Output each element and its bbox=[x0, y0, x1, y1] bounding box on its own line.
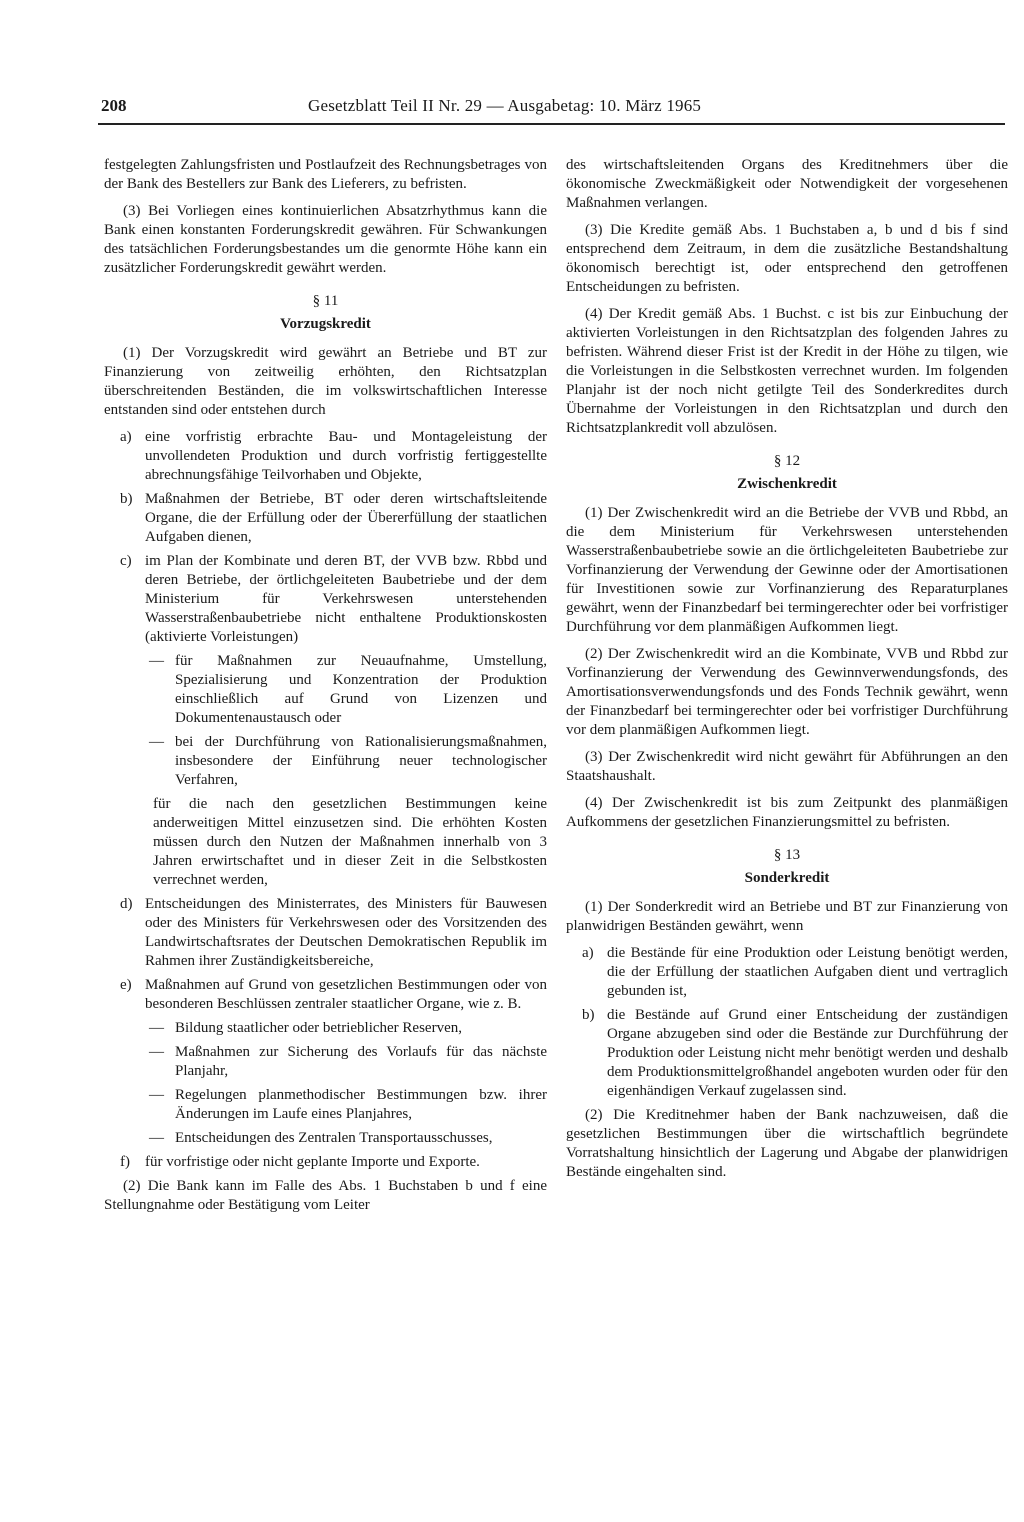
dash-item bbox=[104, 733, 547, 790]
section-title: Zwischenkredit bbox=[737, 476, 837, 492]
list-item-text: die Bestände auf Grund einer Entscheidung der zuständigen Organe abzugeben sind oder die Bestände zur Durchführung der Produktion oder Leistung nicht mehr benötigt werden und deshalb dem Produktionsmittelgroßhandel angeboten wurden oder für den eigenhändigen Verkauf zugelassen sind. bbox=[607, 1007, 1008, 1099]
list-item bbox=[104, 1153, 547, 1172]
list-item-continuation: für die nach den gesetzlichen Bestimmungen keine anderweitigen Mittel einzusetzen sind. Die erhöhten Kosten müssen durch den Nutzen der Maßnahmen innerhalb von 3 Jahren erwirtschaftet und in dieser Zeit in die Selbstkosten verrechnet werden, bbox=[153, 796, 547, 888]
list-item-text: Maßnahmen auf Grund von gesetzlichen Bestimmungen oder von besonderen Beschlüssen zentraler staatlicher Organe, wie z. B. bbox=[145, 977, 547, 1012]
dash-item-text: Regelungen planmethodischer Bestimmungen bzw. ihrer Änderungen im Laufe eines Planjahres, bbox=[175, 1087, 547, 1122]
list-item-text: Entscheidungen des Ministerrates, des Ministers für Bauwesen oder des Ministers für Verkehrswesen oder des Vorsitzenden des Landwirtschaftsrates der Deutschen Demokratischen Republik im Rahmen ihrer Zuständigkeitsbereiche, bbox=[145, 896, 547, 969]
section-number: § 13 bbox=[773, 847, 801, 863]
page-number: 208 bbox=[101, 96, 127, 115]
list-item bbox=[104, 428, 547, 485]
list-item-label: c) bbox=[120, 553, 132, 569]
dash-item bbox=[104, 1019, 547, 1038]
list-item-label: b) bbox=[120, 491, 133, 507]
list-item-text: die Bestände für eine Produktion oder Leistung benötigt werden, die der Erfüllung der staatlichen Aufgaben dient und vertraglich gebunden ist, bbox=[607, 945, 1008, 999]
paragraph: (3) Der Zwischenkredit wird nicht gewährt für Abführungen an den Staatshaushalt. bbox=[566, 749, 1008, 784]
list-item-text: im Plan der Kombinate und deren BT, der VVB bzw. Rbbd und deren Betriebe, der örtlichgeleiteten Baubetriebe und der dem Ministerium für Verkehrswesen unterstehenden Wasserstraßenbaubetriebe nicht enthaltene Produktionskosten (aktivierte Vorleistungen) bbox=[145, 553, 547, 645]
dash-mark: — bbox=[149, 1087, 164, 1103]
list-item-label: b) bbox=[582, 1007, 595, 1023]
running-title: Gesetzblatt Teil II Nr. 29 — Ausgabetag: 10. März 1965 bbox=[308, 96, 702, 115]
paragraph: (4) Der Kredit gemäß Abs. 1 Buchst. c ist bis zur Einbuchung der aktivierten Vorleistungen in den Richtsatzplan des folgenden Jahres zu befristen. Während dieser Frist ist der Kredit in der Höhe zu tilgen, wie die Vorleistungen in die Selbstkosten verrechnet wurden. Im folgenden Planjahr ist der noch nicht getilgte Teil des Sonderkredites durch Übernahme der Vorleistungen in den Richtsatzplan und durch den Richtsatzplankredit voll abzulösen. bbox=[566, 306, 1008, 436]
dash-mark: — bbox=[149, 1044, 164, 1060]
dash-item bbox=[104, 1129, 547, 1148]
list-item-text: Maßnahmen der Betriebe, BT oder deren wirtschaftsleitende Organe, die der Erfüllung oder der Übererfüllung der staatlichen Aufgaben dienen, bbox=[145, 491, 547, 545]
section-title: Vorzugskredit bbox=[280, 316, 371, 332]
list-item bbox=[104, 976, 547, 1014]
list-item-label: a) bbox=[120, 429, 132, 445]
dash-item bbox=[104, 652, 547, 728]
paragraph: (1) Der Zwischenkredit wird an die Betriebe der VVB und Rbbd, an die dem Ministerium für Verkehrswesen unterstehenden Wasserstraßenbaubetriebe sowie an die örtlichgeleiteten Baubetriebe zur Vorfinanzierung der Verwendung der Gewinne oder der Amortisationen für Investitionen sowie zur Vorfinanzierung des Reparaturplanes gewährt, wenn der Finanzbedarf bei termingerechter oder bei vorfristiger Durchführung vor dem planmäßigen Aufkommen liegt. bbox=[566, 505, 1008, 635]
list-item-label: d) bbox=[120, 896, 133, 912]
list-item-label: f) bbox=[120, 1154, 130, 1170]
right-column bbox=[566, 156, 1008, 1190]
dash-mark: — bbox=[149, 1020, 164, 1036]
dash-mark: — bbox=[149, 734, 164, 750]
paragraph: (2) Die Bank kann im Falle des Abs. 1 Buchstaben b und f eine Stellungnahme oder Bestätigung vom Leiter bbox=[104, 1178, 547, 1213]
list-item bbox=[104, 490, 547, 547]
list-item bbox=[104, 895, 547, 971]
dash-mark: — bbox=[149, 653, 164, 669]
paragraph: (2) Der Zwischenkredit wird an die Kombinate, VVB und Rbbd zur Vorfinanzierung der Verwendung des Gewinnverwendungsfonds, des Amortisationsverwendungsfonds und des Fonds Technik gewährt, wenn der Finanzbedarf bei termingerechter oder bei vorfristiger Durchführung vor dem planmäßigen Aufkommen liegt. bbox=[566, 646, 1008, 738]
dash-item-text: für Maßnahmen zur Neuaufnahme, Umstellung, Spezialisierung und Konzentration der Produktion einschließlich auf Grund von Lizenzen und Dokumentenaustausch oder bbox=[175, 653, 547, 726]
section-number: § 11 bbox=[312, 293, 339, 309]
list-item-text: eine vorfristig erbrachte Bau- und Montageleistung der unvollendeten Produktion und durch vorfristig fertiggestellte abrechnungsfähige Teilvorhaben und Objekte, bbox=[145, 429, 547, 483]
paragraph: (2) Die Kreditnehmer haben der Bank nachzuweisen, daß die gesetzlichen Bestimmungen über die wirtschaftlich begründete Vorratshaltung hinsichtlich der Lagerung und Abgabe der planwidrigen Bestände eingehalten sind. bbox=[566, 1107, 1008, 1180]
page-header bbox=[98, 96, 1005, 126]
dash-item-text: bei der Durchführung von Rationalisierungsmaßnahmen, insbesondere der Einführung neuer technologischer Verfahren, bbox=[175, 734, 547, 788]
dash-item bbox=[104, 1086, 547, 1124]
paragraph: des wirtschaftsleitenden Organs des Kreditnehmers über die ökonomische Zweckmäßigkeit oder Notwendigkeit der vorgesehenen Maßnahmen verlangen. bbox=[566, 157, 1008, 211]
list-item bbox=[104, 552, 547, 647]
list-item bbox=[566, 944, 1008, 1001]
section-title: Sonderkredit bbox=[744, 870, 830, 886]
header-rule bbox=[98, 123, 1005, 125]
paragraph: (1) Der Sonderkredit wird an Betriebe und BT zur Finanzierung von planwidrigen Beständen gewährt, wenn bbox=[566, 899, 1008, 934]
left-column bbox=[104, 156, 547, 1223]
dash-item-text: Bildung staatlicher oder betrieblicher Reserven, bbox=[175, 1020, 462, 1036]
list-item-label: a) bbox=[582, 945, 594, 961]
list-item-label: e) bbox=[120, 977, 132, 993]
dash-mark: — bbox=[149, 1130, 164, 1146]
paragraph: (3) Bei Vorliegen eines kontinuierlichen Absatzrhythmus kann die Bank einen konstanten Forderungskredit gewähren. Für Schwankungen des tatsächlichen Forderungsbestandes um die genormte Höhe kann ein zusätzlicher Forderungskredit gewährt werden. bbox=[104, 203, 547, 276]
dash-item bbox=[104, 1043, 547, 1081]
list-item-text: für vorfristige oder nicht geplante Importe und Exporte. bbox=[145, 1154, 480, 1170]
paragraph: (3) Die Kredite gemäß Abs. 1 Buchstaben a, b und d bis f sind entsprechend dem Zeitraum, in dem die zusätzliche Bestandshaltung ökonomisch berechtigt ist, oder entsprechend den getroffenen Entscheidungen zu befristen. bbox=[566, 222, 1008, 295]
dash-item-text: Maßnahmen zur Sicherung des Vorlaufs für das nächste Planjahr, bbox=[175, 1044, 547, 1079]
section-number: § 12 bbox=[773, 453, 801, 469]
dash-item-text: Entscheidungen des Zentralen Transportausschusses, bbox=[175, 1130, 493, 1146]
list-item bbox=[566, 1006, 1008, 1101]
paragraph: (4) Der Zwischenkredit ist bis zum Zeitpunkt des planmäßigen Aufkommens der gesetzlichen Finanzierungsmittel zu befristen. bbox=[566, 795, 1008, 830]
paragraph: festgelegten Zahlungsfristen und Postlaufzeit des Rechnungsbetrages von der Bank des Bestellers zur Bank des Lieferers, zu befristen. bbox=[104, 157, 547, 192]
paragraph: (1) Der Vorzugskredit wird gewährt an Betriebe und BT zur Finanzierung von zeitweilig erhöhten, den Richtsatzplan überschreitenden Beständen, die im volkswirtschaftlichen Interesse entstanden sind oder entstehen durch bbox=[104, 345, 547, 418]
